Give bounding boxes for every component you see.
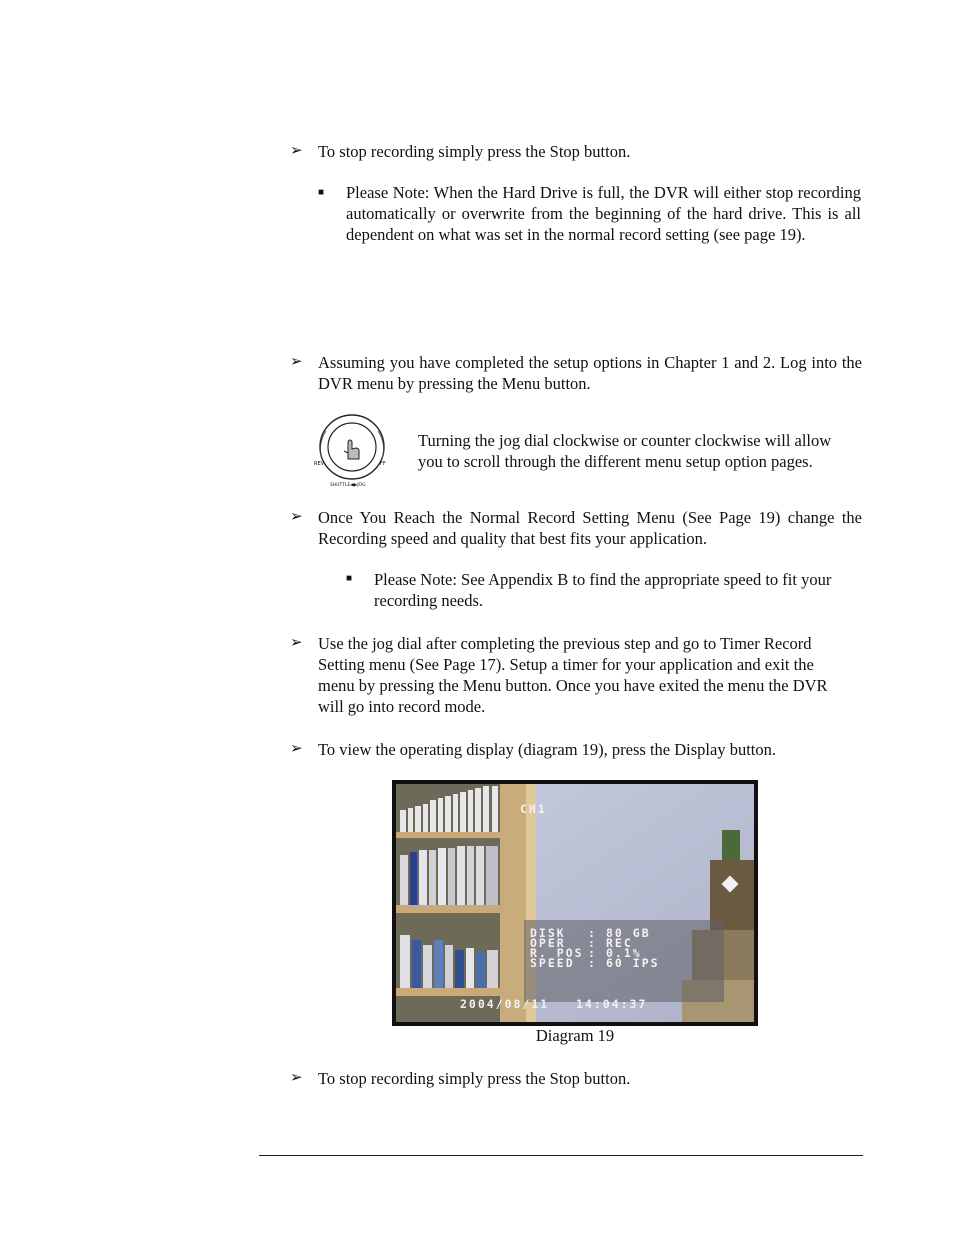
arrow-bullet-icon: ➢: [290, 635, 303, 651]
svg-text::: :: [588, 946, 597, 960]
jog-dial-caption: Turning the jog dial clockwise or counter clockwise will allow you to scroll through the different menu setup option pages.: [418, 431, 832, 471]
arrow-bullet-icon: ➢: [290, 1070, 303, 1086]
jog-dial-icon: [312, 413, 392, 493]
jog-dial-rev-label: REV: [314, 461, 325, 467]
osd-disk-value: 80 GB: [606, 926, 651, 940]
svg-text::: :: [588, 936, 597, 950]
arrow-bullet-icon: ➢: [290, 509, 303, 525]
square-bullet-icon: ■: [318, 187, 325, 198]
svg-text::: :: [588, 926, 597, 940]
arrow-bullet-icon: ➢: [290, 354, 303, 370]
arrow-bullet-icon: ➢: [290, 741, 303, 757]
instruction-stop-recording: To stop recording simply press the Stop button.: [318, 142, 631, 161]
osd-speed-label: SPEED: [530, 956, 575, 970]
instruction-view-display: To view the operating display (diagram 19), press the Display button.: [318, 740, 776, 759]
osd-oper-label: OPER: [530, 936, 566, 950]
arrow-bullet-icon: ➢: [290, 143, 303, 159]
jog-dial-shuttle-label: SHUTTLE◀▶JOG: [330, 483, 366, 488]
note-appendix-b: Please Note: See Appendix B to find the appropriate speed to fit your recording needs.: [374, 570, 832, 610]
osd-rpos-value: 0.1%: [606, 946, 642, 960]
osd-channel: CH1: [520, 802, 547, 816]
instruction-timer-record: Use the jog dial after completing the previous step and go to Timer Record Setting menu (See Page 17). Setup a timer for your application and exit the menu by pressing the Menu button. Once you have exited the menu the DVR will go into record mode.: [318, 634, 828, 716]
instruction-log-into-menu: Assuming you have completed the setup options in Chapter 1 and 2. Log into the DVR menu by pressing the Menu button.: [318, 353, 862, 393]
footer-divider: [259, 1155, 863, 1156]
osd-speed-value: 60 IPS: [606, 956, 660, 970]
diagram-caption: Diagram 19: [535, 1026, 615, 1045]
osd-oper-value: REC: [606, 936, 633, 950]
svg-text::: :: [588, 956, 597, 970]
instruction-stop-recording-2: To stop recording simply press the Stop button.: [318, 1069, 631, 1088]
jog-dial-ff-label: FF: [380, 461, 386, 467]
osd-disk-label: DISK: [530, 926, 566, 940]
osd-rpos-label: R. POS: [530, 946, 584, 960]
instruction-normal-record-setting: Once You Reach the Normal Record Setting Menu (See Page 19) change the Recording speed and quality that best fits your application.: [318, 508, 862, 548]
square-bullet-icon: ■: [346, 573, 353, 584]
note-hard-drive-full: Please Note: When the Hard Drive is full, the DVR will either stop recording automatically or overwrite from the beginning of the hard drive. This is all dependent on what was set in the normal record setting (see page 19).: [346, 183, 861, 244]
dvr-screen-diagram: [392, 780, 758, 1026]
osd-timestamp: 2004/08/11 14:04:37: [460, 997, 648, 1011]
